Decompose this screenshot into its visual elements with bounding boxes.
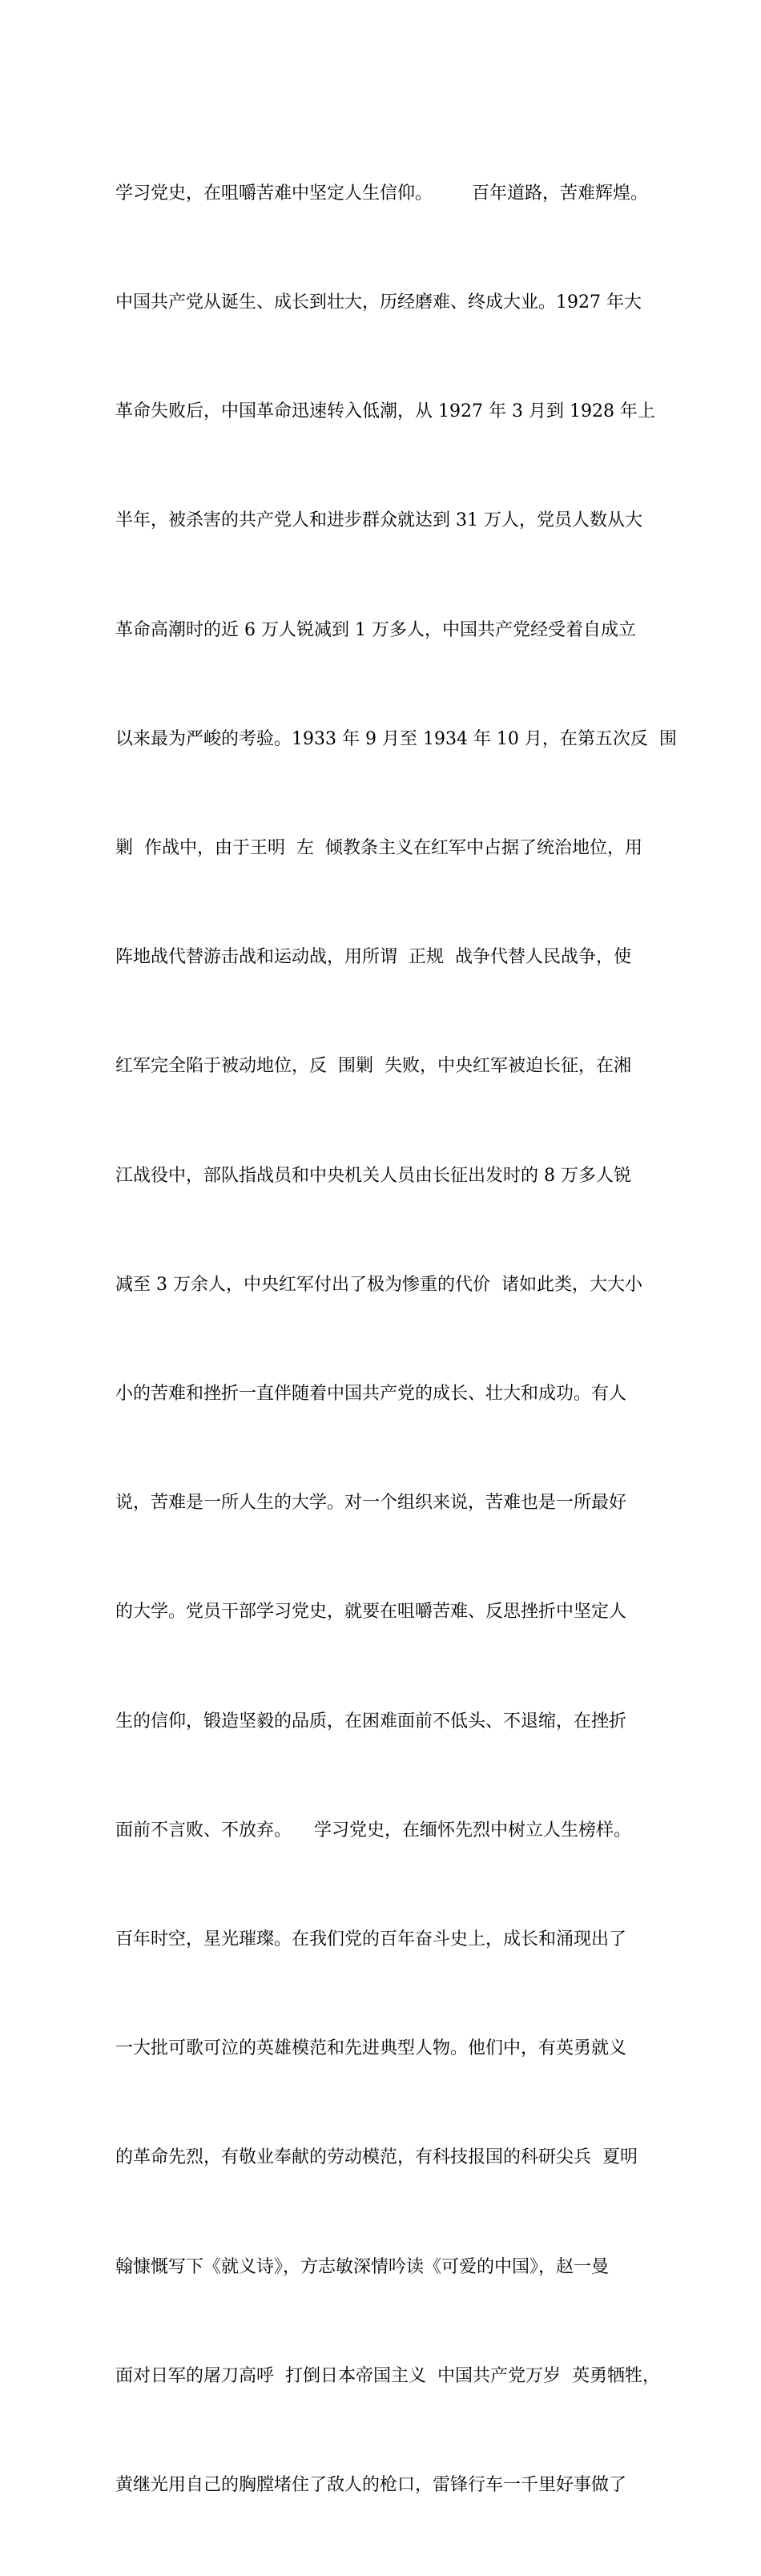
text-line: 生的信仰，锻造坚毅的品质，在困难面前不低头、不退缩，在挫折 <box>115 1711 627 1731</box>
text-line: 小的苦难和挫折一直伴随着中国共产党的成长、壮大和成功。有人 <box>115 1384 627 1405</box>
text-line: 中国共产党从诞生、成长到壮大，历经磨难、终成大业。1927 年大 <box>115 292 642 313</box>
text-line: 面前不言败、不放弃。 学习党史，在缅怀先烈中树立人生榜样。 <box>115 1820 631 1840</box>
text-line: 革命失败后，中国革命迅速转入低潮，从 1927 年 3 月到 1928 年上 <box>115 401 655 422</box>
text-line: 红军完全陷于被动地位，反 围剿 失败，中央红军被迫长征，在湘 <box>115 1056 631 1077</box>
text-line: 翰慷慨写下《就义诗》，方志敏深情吟读《可爱的中国》，赵一曼 <box>115 2256 610 2277</box>
text-line: 减至 3 万余人，中央红军付出了极为惨重的代价 诸如此类，大大小 <box>115 1274 642 1295</box>
text-line: 半年，被杀害的共产党人和进步群众就达到 31 万人，党员人数从大 <box>115 510 642 531</box>
text-line: 剿 作战中，由于王明 左 倾教条主义在红军中占据了统治地位，用 <box>115 838 642 859</box>
text-line: 的大学。党员干部学习党史，就要在咀嚼苦难、反思挫折中坚定人 <box>115 1602 627 1623</box>
text-line: 学习党史，在咀嚼苦难中坚定人生信仰。 百年道路，苦难辉煌。 <box>115 183 648 204</box>
text-line: 说，苦难是一所人生的大学。对一个组织来说，苦难也是一所最好 <box>115 1493 627 1514</box>
text-line: 一大批可歌可泣的英雄模范和先进典型人物。他们中，有英勇就义 <box>115 2038 627 2059</box>
text-line: 阵地战代替游击战和运动战，用所谓 正规 战争代替人民战争，使 <box>115 947 631 968</box>
text-line: 的革命先烈，有敬业奉献的劳动模范，有科技报国的科研尖兵 夏明 <box>115 2147 638 2168</box>
text-line: 黄继光用自己的胸膛堵住了敌人的枪口，雷锋行车一千里好事做了 <box>115 2475 627 2496</box>
text-line: 江战役中，部队指战员和中央机关人员由长征出发时的 8 万多人锐 <box>115 1165 631 1186</box>
text-line: 以来最为严峻的考验。1933 年 9 月至 1934 年 10 月，在第五次反 围 <box>115 728 677 749</box>
text-line: 革命高潮时的近 6 万人锐减到 1 万多人，中国共产党经受着自成立 <box>115 619 636 640</box>
text-line: 面对日军的屠刀高呼 打倒日本帝国主义 中国共产党万岁 英勇牺牲， <box>115 2365 660 2386</box>
text-line: 百年时空，星光璀璨。在我们党的百年奋斗史上，成长和涌现出了 <box>115 1929 627 1950</box>
body-text <box>115 103 677 2576</box>
